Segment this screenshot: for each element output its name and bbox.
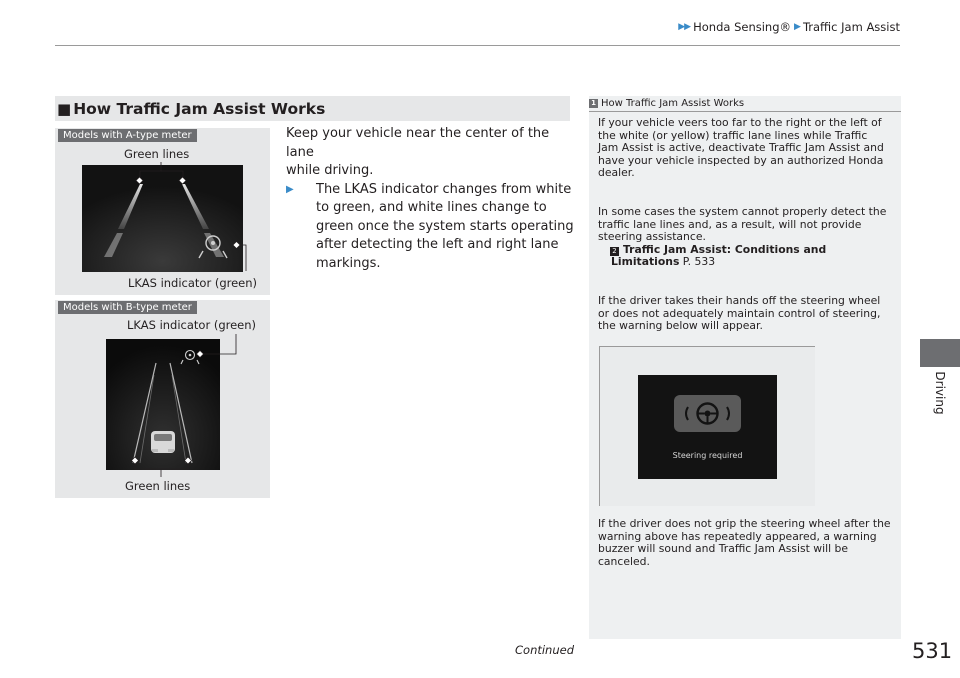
arrow-icon: ▶ xyxy=(286,183,294,195)
body-sub-item xyxy=(286,181,576,274)
note-line: steering assistance. xyxy=(598,230,706,244)
breadcrumb-traffic-jam-assist: Traffic Jam Assist xyxy=(802,20,900,34)
continued-label: Continued xyxy=(515,643,575,657)
note-line: have your vehicle inspected by an authorized Honda xyxy=(598,153,884,167)
body-sub-line: The LKAS indicator changes from white xyxy=(316,181,572,197)
reference-title-cont: Limitations xyxy=(611,255,680,269)
chapter-label: Driving xyxy=(933,371,947,415)
figure-b-type-meter xyxy=(55,300,270,498)
reference-title: Traffic Jam Assist: Conditions and xyxy=(623,242,827,256)
breadcrumb xyxy=(678,20,900,34)
caption-lkas-indicator-b: LKAS indicator (green) xyxy=(127,318,257,332)
note-title: How Traffic Jam Assist Works xyxy=(601,98,745,109)
header-rule xyxy=(55,45,900,46)
callout-leaders-a xyxy=(55,128,270,295)
note-line: the white (or yellow) traffic lane lines while Traffic xyxy=(598,128,868,142)
body-sub-line: green once the system starts operating xyxy=(316,218,574,234)
note-line: the warning below will appear. xyxy=(598,319,763,333)
warning-screen xyxy=(638,375,777,479)
note-line: If the driver does not grip the steering wheel after the xyxy=(598,517,891,530)
note-paragraph-4 xyxy=(598,518,893,568)
breadcrumb-honda-sensing: Honda Sensing® xyxy=(693,20,792,34)
note-line: warning above has repeatedly appeared, a warning xyxy=(598,529,877,543)
steering-wheel-icon xyxy=(674,395,741,432)
section-heading xyxy=(55,96,570,121)
note-line: If the driver takes their hands off the steering wheel xyxy=(598,294,881,307)
note-line: traffic lane lines and, as a result, will not provide xyxy=(598,217,862,231)
arrow-icon: ▶ xyxy=(794,22,800,32)
note-paragraph-3 xyxy=(598,295,893,333)
caption-lkas-indicator-a: LKAS indicator (green) xyxy=(128,276,258,290)
body-sub-line: to green, and white lines change to xyxy=(316,200,547,215)
note-line: If your vehicle veers too far to the right or the left of xyxy=(598,116,882,129)
steering-wheel-icon-box xyxy=(674,395,741,432)
reference-icon: 2 xyxy=(610,247,619,256)
note-paragraph-1 xyxy=(598,117,893,180)
note-line: In some cases the system cannot properly detect the xyxy=(598,205,887,218)
body-sub-line: markings. xyxy=(316,255,381,271)
warning-figure xyxy=(599,346,815,506)
chapter-tab xyxy=(920,339,960,367)
reference-page: P. 533 xyxy=(679,255,716,269)
note-heading xyxy=(589,96,901,112)
caption-green-lines-b: Green lines xyxy=(125,479,191,493)
body-line: while driving. xyxy=(286,163,374,178)
callout-leaders-b xyxy=(55,300,270,498)
caption-green-lines-a: Green lines xyxy=(124,147,190,161)
note-line: or does not adequately maintain control of steering, xyxy=(598,306,881,320)
body-sub-line: after detecting the left and right lane xyxy=(316,237,559,252)
model-label-b: Models with B-type meter xyxy=(58,301,197,314)
body-text xyxy=(286,125,576,273)
warning-message: Steering required xyxy=(672,451,743,460)
note-badge-icon: 1 xyxy=(589,99,598,108)
note-line: buzzer will sound and Traffic Jam Assist will be xyxy=(598,542,849,556)
body-line: Keep your vehicle near the center of the lane xyxy=(286,126,550,160)
model-label-a: Models with A-type meter xyxy=(58,129,197,142)
page-number: 531 xyxy=(912,639,953,663)
note-paragraph-2 xyxy=(598,206,893,269)
section-title: How Traffic Jam Assist Works xyxy=(73,99,326,118)
note-line: Jam Assist is active, deactivate Traffic Jam Assist and xyxy=(598,141,884,155)
note-line: dealer. xyxy=(598,166,635,180)
double-arrow-icon: ▶▶ xyxy=(678,22,691,32)
cross-reference-link-line2[interactable] xyxy=(598,256,893,269)
note-line: canceled. xyxy=(598,554,650,568)
square-bullet-icon: ■ xyxy=(57,99,72,118)
figure-a-type-meter xyxy=(55,128,270,295)
